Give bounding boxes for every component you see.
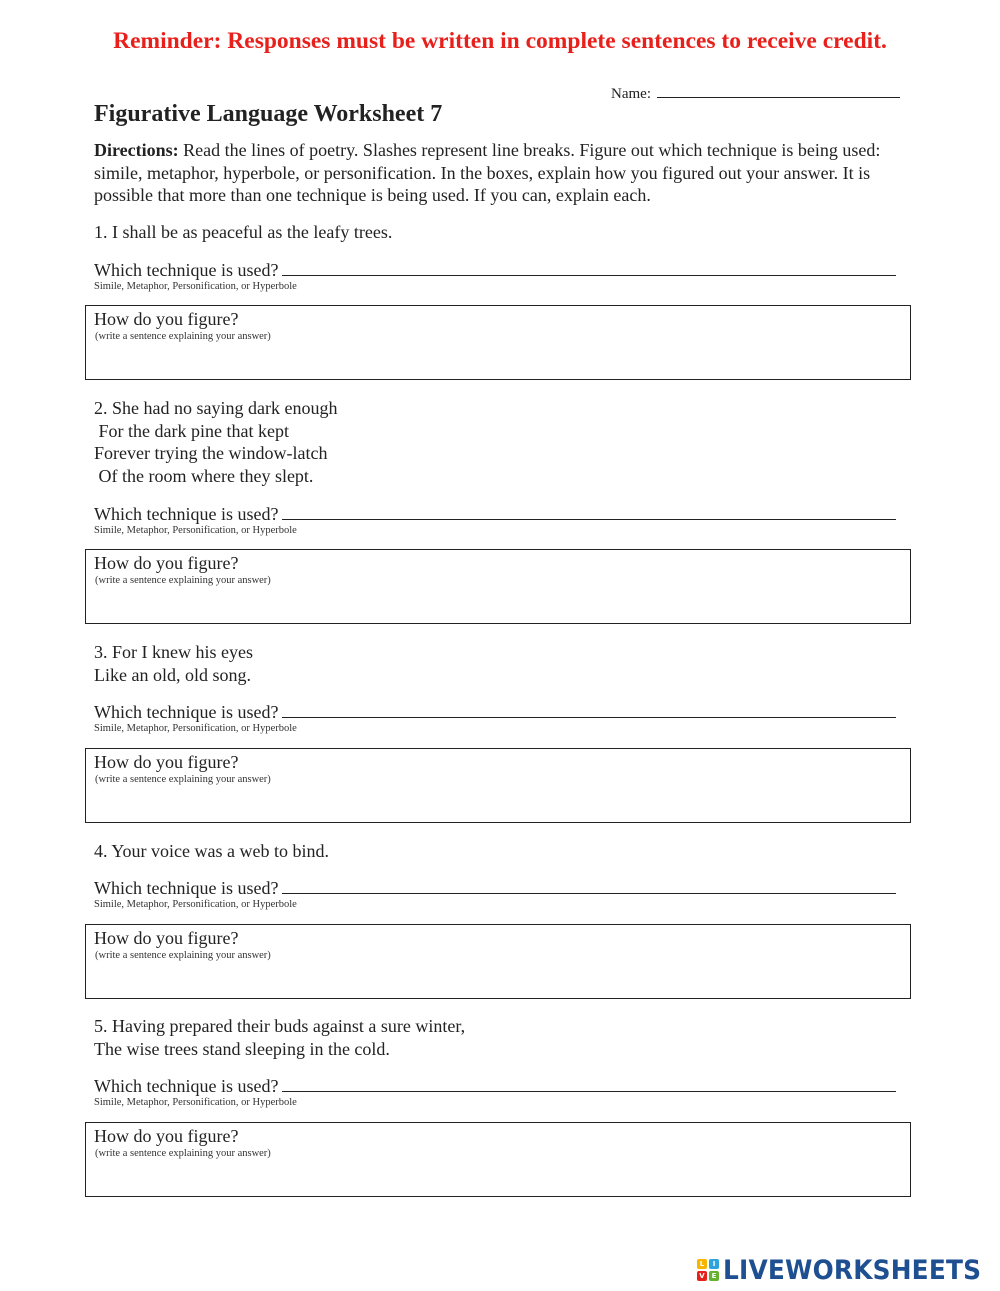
question-4-text: 4. Your voice was a web to bind. (94, 841, 329, 861)
question-2-technique (94, 503, 896, 525)
question-3-explain-box[interactable] (85, 748, 911, 823)
name-input-line[interactable] (657, 82, 900, 98)
which-label: Which technique is used? (94, 260, 279, 280)
which-label: Which technique is used? (94, 878, 279, 898)
question-3-technique (94, 701, 896, 723)
question-5-text: 5. Having prepared their buds against a sure winter, The wise trees stand sleeping in the cold. (94, 1016, 466, 1059)
technique-hint: Simile, Metaphor, Personification, or Hyperbole (94, 899, 297, 910)
reminder-banner: Reminder: Responses must be written in complete sentences to receive credit. (113, 28, 887, 54)
technique-hint: Simile, Metaphor, Personification, or Hyperbole (94, 281, 297, 292)
logo-text: LIVEWORKSHEETS (723, 1254, 982, 1286)
question-5-technique-input[interactable] (282, 1075, 896, 1092)
question-2-technique-input[interactable] (282, 503, 896, 520)
which-label: Which technique is used? (94, 702, 279, 722)
logo-tile: E (709, 1271, 719, 1281)
directions-text: Read the lines of poetry. Slashes represent line breaks. Figure out which technique is being used: simile, metaphor, hyperbole, or personification. In the boxes, explain how you figured out your answer. It is possible that more than one technique is being used. If you can, explain each. (94, 140, 881, 205)
question-1-technique (94, 259, 896, 281)
name-label: Name: (611, 86, 651, 102)
box-hint: (write a sentence explaining your answer) (95, 950, 271, 961)
worksheet-title: Figurative Language Worksheet 7 (94, 101, 443, 127)
question-3-technique-input[interactable] (282, 701, 896, 718)
question-2-explain-box[interactable] (85, 549, 911, 624)
technique-hint: Simile, Metaphor, Personification, or Hyperbole (94, 723, 297, 734)
liveworksheets-logo (697, 1255, 1000, 1285)
box-hint: (write a sentence explaining your answer) (95, 774, 271, 785)
which-label: Which technique is used? (94, 1076, 279, 1096)
box-hint: (write a sentence explaining your answer) (95, 575, 271, 586)
logo-tile: I (709, 1259, 719, 1269)
box-label: How do you figure? (94, 752, 239, 772)
question-4-technique-input[interactable] (282, 877, 896, 894)
box-label: How do you figure? (94, 928, 239, 948)
technique-hint: Simile, Metaphor, Personification, or Hyperbole (94, 1097, 297, 1108)
box-label: How do you figure? (94, 1126, 239, 1146)
question-1-explain-box[interactable] (85, 305, 911, 380)
question-1-technique-input[interactable] (282, 259, 896, 276)
box-label: How do you figure? (94, 309, 239, 329)
question-5-explain-box[interactable] (85, 1122, 911, 1197)
logo-mark-icon (697, 1259, 719, 1281)
question-5-technique (94, 1075, 896, 1097)
name-field (611, 82, 900, 103)
question-4-explain-box[interactable] (85, 924, 911, 999)
box-hint: (write a sentence explaining your answer) (95, 331, 271, 342)
question-4-technique (94, 877, 896, 899)
box-label: How do you figure? (94, 553, 239, 573)
directions (94, 139, 904, 207)
question-3-text: 3. For I knew his eyes Like an old, old song. (94, 642, 253, 685)
question-1-text: 1. I shall be as peaceful as the leafy trees. (94, 222, 393, 242)
directions-label: Directions: (94, 140, 179, 160)
which-label: Which technique is used? (94, 504, 279, 524)
technique-hint: Simile, Metaphor, Personification, or Hyperbole (94, 525, 297, 536)
question-2-text: 2. She had no saying dark enough For the dark pine that kept Forever trying the window-latch Of the room where they slept. (94, 398, 338, 487)
logo-tile: L (697, 1259, 707, 1269)
logo-tile: V (697, 1271, 707, 1281)
box-hint: (write a sentence explaining your answer) (95, 1148, 271, 1159)
